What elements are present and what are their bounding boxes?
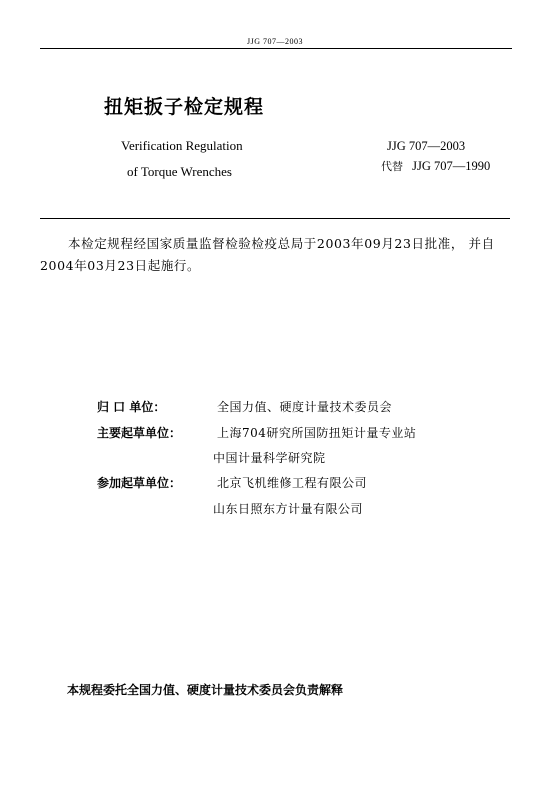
interpretation-note: 本规程委托全国力值、硬度计量技术委员会负责解释 [67,683,344,697]
authority-value: 全国力值、硬度计量技术委员会 [217,400,393,414]
approval-paragraph: 本检定规程经国家质量监督检验检疫总局于2003年09月23日批准， 并自2004年03月23日起施行。 [40,236,495,273]
participating-value-2: 山东日照东方计量有限公司 [213,502,364,516]
replaces-number: JJG 707—1990 [412,159,491,173]
replaces-line [381,155,490,174]
standard-number: JJG 707—2003 [387,139,466,153]
participating-value-1: 北京飞机维修工程有限公司 [217,476,368,490]
participating-label: 参加起草单位： [97,476,182,490]
running-header: JJG 707—2003 [246,37,303,46]
page-title-english-line2: of Torque Wrenches [127,164,232,179]
replaces-label: 代替 [381,160,403,173]
page-title-chinese: 扭矩扳子检定规程 [104,96,265,118]
authority-label: 归 口 单位： [97,400,166,414]
header-rule [40,48,512,49]
drafting-value-1: 上海704研究所国防扭矩计量专业站 [217,426,417,440]
drafting-value-2: 中国计量科学研究院 [213,451,326,465]
drafting-label: 主要起草单位： [97,426,182,440]
title-rule [40,218,510,219]
page-title-english-line1: Verification Regulation [121,138,243,153]
